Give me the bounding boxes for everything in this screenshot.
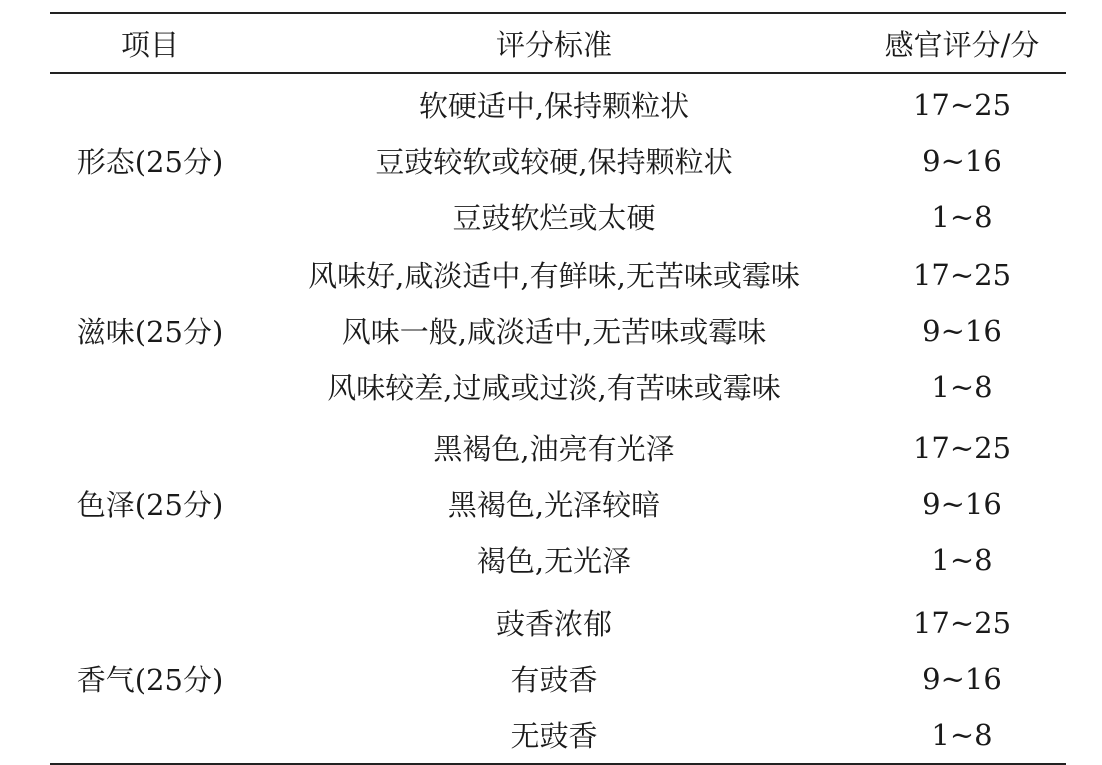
header-criteria: 评分标准 [495,27,612,62]
score-cell: 1~8 [931,542,993,577]
group-rows [250,77,1066,245]
header-item: 项目 [120,27,179,62]
score-cell: 9~16 [922,661,1002,696]
table-row [250,595,1066,651]
group-aroma [50,588,1066,763]
score-cell: 17~25 [912,87,1012,122]
header-score: 感官评分/分 [884,27,1040,62]
score-cell: 9~16 [922,486,1002,521]
score-cell: 9~16 [922,143,1002,178]
table-row [250,532,1066,588]
table-row [250,476,1066,532]
criteria-cell: 风味较差,过咸或过淡,有苦味或霉味 [327,371,781,405]
criteria-cell: 风味好,咸淡适中,有鲜味,无苦味或霉味 [308,259,800,293]
table-row [250,133,1066,189]
score-cell: 9~16 [922,313,1002,348]
group-color [50,415,1066,588]
score-cell: 1~8 [931,717,993,752]
table-row [250,189,1066,245]
sensory-score-table [50,12,1066,765]
table-row [250,651,1066,707]
group-rows [250,595,1066,763]
score-cell: 1~8 [931,199,993,234]
group-rows [250,420,1066,588]
criteria-cell: 豆豉软烂或太硬 [452,201,656,235]
score-cell: 1~8 [931,369,993,404]
criteria-cell: 软硬适中,保持颗粒状 [418,89,690,123]
table-row [250,247,1066,303]
criteria-cell: 豉香浓郁 [495,607,612,641]
criteria-cell: 风味一般,咸淡适中,无苦味或霉味 [341,315,767,349]
criteria-cell: 有豉香 [510,663,598,697]
group-shape [50,74,1066,245]
group-rows [250,247,1066,415]
table-row [250,303,1066,359]
table-row [250,359,1066,415]
group-label: 形态(25分) [76,145,224,179]
table-row [250,420,1066,476]
bottom-rule [50,763,1066,765]
score-cell: 17~25 [912,605,1012,640]
header-row [50,14,1066,72]
criteria-cell: 褐色,无光泽 [476,544,632,578]
criteria-cell: 黑褐色,油亮有光泽 [433,432,675,466]
table-row [250,707,1066,763]
group-label: 香气(25分) [76,663,224,697]
group-label: 滋味(25分) [76,315,224,349]
score-cell: 17~25 [912,430,1012,465]
criteria-cell: 豆豉较软或较硬,保持颗粒状 [375,145,733,179]
criteria-cell: 黑褐色,光泽较暗 [447,488,661,522]
table-row [250,77,1066,133]
score-cell: 17~25 [912,257,1012,292]
criteria-cell: 无豉香 [510,719,598,753]
group-label: 色泽(25分) [76,488,224,522]
group-taste [50,245,1066,415]
